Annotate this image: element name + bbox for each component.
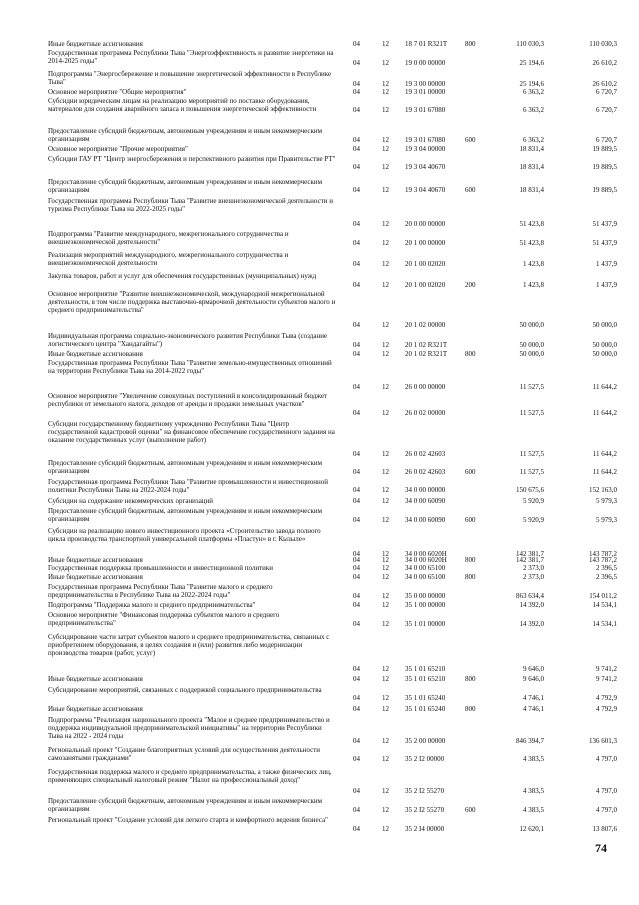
amount-year-2: 136 601,3 <box>589 737 617 745</box>
subsection-code: 12 <box>382 755 389 763</box>
amount-year-2: 152 163,0 <box>589 486 617 494</box>
subsection-code: 12 <box>382 260 389 268</box>
target-article-code: 34 0 00 00000 <box>405 486 446 494</box>
amount-year-2: 50 000,0 <box>592 341 617 349</box>
section-code: 04 <box>353 163 360 171</box>
row-description: Основное мероприятие "Прочие мероприятия" <box>48 145 188 153</box>
target-article-code: 19 3 04 40670 <box>405 186 446 194</box>
row-description: Субсидирование мероприятий, связанных с поддержкой социального предпринимательства <box>48 686 322 694</box>
amount-year-1: 6 363,2 <box>523 88 544 96</box>
target-article-code: 35 1 01 65240 <box>405 694 446 702</box>
subsection-code: 12 <box>382 620 389 628</box>
amount-year-1: 4 383,5 <box>523 755 544 763</box>
expense-type-code: 800 <box>465 40 476 48</box>
row-description: Подпрограмма "Поддержка малого и среднего предпринимательства" <box>48 601 256 609</box>
amount-year-1: 50 000,0 <box>519 350 544 358</box>
amount-year-2: 19 889,5 <box>592 145 617 153</box>
subsection-code: 12 <box>382 825 389 833</box>
subsection-code: 12 <box>382 675 389 683</box>
subsection-code: 12 <box>382 486 389 494</box>
amount-year-1: 18 831,4 <box>519 163 544 171</box>
amount-year-1: 18 831,4 <box>519 145 544 153</box>
row-description: Основное мероприятие "Увеличение совокупных поступлений в консолидированный бюджет республики от земельного налога, доходов от аренды и продажи земельных участков" <box>48 392 328 409</box>
target-article-code: 19 3 01 00000 <box>405 88 446 96</box>
amount-year-2: 4 797,0 <box>596 806 617 814</box>
target-article-code: 35 2 I2 55270 <box>405 806 445 814</box>
expense-type-code: 600 <box>465 136 476 144</box>
amount-year-1: 4 383,5 <box>523 787 544 795</box>
row-description: Основное мероприятие "Развитие внешнеэкономической, международной межрегиональной деятельности, в том числе поддержка выставочно-ярмарочной деятельности субъектов малого и среднего предпринимательства" <box>48 290 336 315</box>
row-description: Государственная программа Республики Тыва "Развитие малого и среднего предпринимательства в Республике Тыва на 2022-2024 годы" <box>48 583 273 600</box>
section-code: 04 <box>353 220 360 228</box>
subsection-code: 12 <box>382 737 389 745</box>
amount-year-2: 5 979,3 <box>596 497 617 505</box>
target-article-code: 20 0 00 00000 <box>405 220 446 228</box>
amount-year-2: 143 787,2 <box>589 556 617 564</box>
section-code: 04 <box>353 136 360 144</box>
amount-year-2: 2 396,5 <box>596 573 617 581</box>
section-code: 04 <box>353 350 360 358</box>
amount-year-2: 9 741,2 <box>596 665 617 673</box>
subsection-code: 12 <box>382 450 389 458</box>
amount-year-2: 110 030,3 <box>589 40 617 48</box>
amount-year-2: 2 396,5 <box>596 564 617 572</box>
target-article-code: 34 0 00 60090 <box>405 516 446 524</box>
row-description: Субсидии ГАУ РТ "Центр энергосбережения и перспективного развития при Правительстве РТ" <box>48 155 336 163</box>
subsection-code: 12 <box>382 350 389 358</box>
section-code: 04 <box>353 281 360 289</box>
amount-year-1: 863 634,4 <box>516 592 544 600</box>
section-code: 04 <box>353 550 360 558</box>
amount-year-1: 5 920,9 <box>523 497 544 505</box>
subsection-code: 12 <box>382 145 389 153</box>
subsection-code: 12 <box>382 468 389 476</box>
amount-year-2: 1 437,9 <box>596 281 617 289</box>
amount-year-2: 4 792,9 <box>596 694 617 702</box>
amount-year-1: 50 000,0 <box>519 341 544 349</box>
row-description: Индивидуальная программа социально-экономического развития Республики Тыва (создание логистического центра "Хандагайты") <box>48 332 328 349</box>
amount-year-1: 6 363,2 <box>523 136 544 144</box>
section-code: 04 <box>353 573 360 581</box>
amount-year-2: 13 807,6 <box>592 825 617 833</box>
amount-year-1: 50 000,0 <box>519 321 544 329</box>
amount-year-2: 26 610,2 <box>592 80 617 88</box>
row-description: Государственная программа Республики Тыва "Развитие промышленности и инвестиционной политики Республики Тыва на 2022-2024 годы" <box>48 478 328 495</box>
expense-type-code: 600 <box>465 516 476 524</box>
amount-year-2: 6 720,7 <box>596 106 617 114</box>
target-article-code: 35 1 01 65210 <box>405 675 446 683</box>
expense-type-code: 600 <box>465 468 476 476</box>
amount-year-2: 50 000,0 <box>592 321 617 329</box>
row-description: Региональный проект "Создание условий для легкого старта и комфортного ведения бизнеса" <box>48 816 328 824</box>
amount-year-1: 2 373,0 <box>523 564 544 572</box>
amount-year-2: 50 000,0 <box>592 350 617 358</box>
amount-year-1: 6 363,2 <box>523 106 544 114</box>
target-article-code: 34 0 00 65100 <box>405 564 446 572</box>
target-article-code: 19 0 00 00000 <box>405 59 446 67</box>
section-code: 04 <box>353 239 360 247</box>
target-article-code: 19 3 00 00000 <box>405 80 446 88</box>
amount-year-1: 14 392,0 <box>519 620 544 628</box>
subsection-code: 12 <box>382 497 389 505</box>
subsection-code: 12 <box>382 573 389 581</box>
section-code: 04 <box>353 556 360 564</box>
section-code: 04 <box>353 737 360 745</box>
expense-type-code: 600 <box>465 806 476 814</box>
amount-year-2: 1 437,9 <box>596 260 617 268</box>
target-article-code: 20 1 02 R321T <box>405 350 448 358</box>
section-code: 04 <box>353 145 360 153</box>
subsection-code: 12 <box>382 321 389 329</box>
row-description: Государственная поддержка малого и среднего предпринимательства, а также физических лиц, применяющих специальный налоговый режим "Налог на профессиональный доход" <box>48 768 332 785</box>
amount-year-2: 9 741,2 <box>596 675 617 683</box>
amount-year-1: 25 194,6 <box>519 59 544 67</box>
expense-type-code: 800 <box>465 573 476 581</box>
target-article-code: 20 1 00 00000 <box>405 239 446 247</box>
subsection-code: 12 <box>382 220 389 228</box>
subsection-code: 12 <box>382 383 389 391</box>
row-description: Предоставление субсидий бюджетным, автономным учреждениям и иным некоммерческим организациям <box>48 459 323 476</box>
amount-year-2: 11 644,2 <box>592 383 617 391</box>
section-code: 04 <box>353 88 360 96</box>
subsection-code: 12 <box>382 281 389 289</box>
row-description: Иные бюджетные ассигнования <box>48 675 143 683</box>
section-code: 04 <box>353 665 360 673</box>
expense-type-code: 800 <box>465 705 476 713</box>
row-description: Государственная программа Республики Тыва "Развитие внешнеэкономической деятельности и туризма Республики Тыва на 2022-2025 годы" <box>48 197 334 214</box>
section-code: 04 <box>353 806 360 814</box>
row-description: Государственная программа Республики Тыва "Энергоэффективность и развитие энергетики на 2014-2025 годы" <box>48 49 334 66</box>
amount-year-1: 9 646,0 <box>523 675 544 683</box>
amount-year-1: 150 675,6 <box>516 486 544 494</box>
target-article-code: 18 7 01 R321T <box>405 40 448 48</box>
target-article-code: 26 0 00 00000 <box>405 383 446 391</box>
amount-year-2: 14 534,1 <box>592 601 617 609</box>
target-article-code: 20 1 02 00000 <box>405 321 446 329</box>
amount-year-1: 4 746,1 <box>523 705 544 713</box>
amount-year-1: 846 394,7 <box>516 737 544 745</box>
target-article-code: 34 0 00 60090 <box>405 497 446 505</box>
target-article-code: 26 0 02 00000 <box>405 409 446 417</box>
subsection-code: 12 <box>382 80 389 88</box>
section-code: 04 <box>353 468 360 476</box>
amount-year-1: 12 620,1 <box>519 825 544 833</box>
expense-type-code: 800 <box>465 556 476 564</box>
subsection-code: 12 <box>382 239 389 247</box>
amount-year-2: 5 979,3 <box>596 516 617 524</box>
subsection-code: 12 <box>382 341 389 349</box>
target-article-code: 19 3 04 40670 <box>405 163 446 171</box>
row-description: Закупка товаров, работ и услуг для обеспечения государственных (муниципальных) нужд <box>48 272 317 280</box>
row-description: Иные бюджетные ассигнования <box>48 556 143 564</box>
row-description: Региональный проект "Создание благоприятных условий для осуществления деятельности самозанятыми гражданами" <box>48 746 321 763</box>
expense-type-code: 800 <box>465 350 476 358</box>
target-article-code: 35 1 01 65210 <box>405 665 446 673</box>
target-article-code: 35 2 00 00000 <box>405 737 446 745</box>
target-article-code: 34 0 00 6020H <box>405 556 447 564</box>
subsection-code: 12 <box>382 665 389 673</box>
amount-year-1: 11 527,5 <box>519 383 544 391</box>
target-article-code: 26 0 02 42603 <box>405 450 446 458</box>
subsection-code: 12 <box>382 59 389 67</box>
section-code: 04 <box>353 564 360 572</box>
subsection-code: 12 <box>382 516 389 524</box>
amount-year-1: 142 381,7 <box>516 550 544 558</box>
target-article-code: 35 1 01 65240 <box>405 705 446 713</box>
subsection-code: 12 <box>382 106 389 114</box>
amount-year-2: 6 720,7 <box>596 88 617 96</box>
amount-year-1: 51 423,8 <box>519 239 544 247</box>
section-code: 04 <box>353 450 360 458</box>
target-article-code: 34 0 00 65100 <box>405 573 446 581</box>
subsection-code: 12 <box>382 550 389 558</box>
section-code: 04 <box>353 592 360 600</box>
target-article-code: 35 2 I2 00000 <box>405 755 445 763</box>
expense-type-code: 600 <box>465 186 476 194</box>
subsection-code: 12 <box>382 88 389 96</box>
section-code: 04 <box>353 186 360 194</box>
row-description: Реализация мероприятий международного, межрегионального сотрудничества и внешнеэкономической деятельности <box>48 251 289 268</box>
amount-year-1: 5 920,9 <box>523 516 544 524</box>
subsection-code: 12 <box>382 694 389 702</box>
subsection-code: 12 <box>382 186 389 194</box>
section-code: 04 <box>353 106 360 114</box>
section-code: 04 <box>353 675 360 683</box>
amount-year-1: 14 392,0 <box>519 601 544 609</box>
section-code: 04 <box>353 787 360 795</box>
row-description: Субсидии юридическим лицам на реализацию мероприятий по поставке оборудования, материалов для создания аварийного запаса и повышения энергетической эффективности <box>48 97 317 114</box>
subsection-code: 12 <box>382 592 389 600</box>
target-article-code: 19 3 01 67080 <box>405 106 446 114</box>
amount-year-2: 6 720,7 <box>596 136 617 144</box>
subsection-code: 12 <box>382 705 389 713</box>
row-description: Предоставление субсидий бюджетным, автономным учреждениям и иным некоммерческим организациям <box>48 178 323 195</box>
subsection-code: 12 <box>382 564 389 572</box>
section-code: 04 <box>353 486 360 494</box>
section-code: 04 <box>353 59 360 67</box>
subsection-code: 12 <box>382 806 389 814</box>
amount-year-1: 2 373,0 <box>523 573 544 581</box>
target-article-code: 20 1 00 02020 <box>405 260 446 268</box>
row-description: Предоставление субсидий бюджетным, автономным учреждениям и иным некоммерческим организациям <box>48 797 323 814</box>
target-article-code: 35 1 01 00000 <box>405 620 446 628</box>
amount-year-1: 9 646,0 <box>523 665 544 673</box>
amount-year-1: 25 194,6 <box>519 80 544 88</box>
section-code: 04 <box>353 40 360 48</box>
target-article-code: 19 3 01 67080 <box>405 136 446 144</box>
target-article-code: 20 1 00 02020 <box>405 281 446 289</box>
row-description: Иные бюджетные ассигнования <box>48 573 143 581</box>
section-code: 04 <box>353 694 360 702</box>
amount-year-1: 51 423,8 <box>519 220 544 228</box>
row-description: Основное мероприятие "Общие мероприятия" <box>48 88 187 96</box>
section-code: 04 <box>353 383 360 391</box>
amount-year-2: 51 437,9 <box>592 220 617 228</box>
expense-type-code: 800 <box>465 675 476 683</box>
target-article-code: 35 2 I2 55270 <box>405 787 445 795</box>
row-description: Основное мероприятие "Финансовая поддержка субъектов малого и среднего предпринимательства" <box>48 611 280 628</box>
row-description: Подпрограмма "Энергосбережение и повышение энергетической эффективности в Республике Тыва" <box>48 70 332 87</box>
target-article-code: 26 0 02 42603 <box>405 468 446 476</box>
section-code: 04 <box>353 409 360 417</box>
subsection-code: 12 <box>382 40 389 48</box>
amount-year-1: 4 383,5 <box>523 806 544 814</box>
target-article-code: 35 0 00 00000 <box>405 592 446 600</box>
row-description: Иные бюджетные ассигнования <box>48 705 143 713</box>
row-description: Государственная поддержка промышленности и инвестиционной политики <box>48 564 274 572</box>
row-description: Субсидии на реализацию нового инвестиционного проекта «Строительство завода полного цикла производства транспортной универсальной платформы «Пластун» в г. Кызыле» <box>48 527 321 544</box>
amount-year-2: 4 797,0 <box>596 755 617 763</box>
target-article-code: 34 0 00 6020H <box>405 550 447 558</box>
row-description: Субсидии государственному бюджетному учреждению Республики Тыва "Центр государственной кадастровой оценки" на финансовое обеспечение государственного задания на оказание государственных услуг (выполнение работ) <box>48 420 335 445</box>
section-code: 04 <box>353 755 360 763</box>
section-code: 04 <box>353 516 360 524</box>
amount-year-2: 19 889,5 <box>592 163 617 171</box>
amount-year-2: 26 610,2 <box>592 59 617 67</box>
amount-year-2: 19 889,5 <box>592 186 617 194</box>
amount-year-1: 142 381,7 <box>516 556 544 564</box>
subsection-code: 12 <box>382 556 389 564</box>
subsection-code: 12 <box>382 601 389 609</box>
page-number: 74 <box>595 841 607 855</box>
amount-year-2: 4 797,0 <box>596 787 617 795</box>
amount-year-1: 18 831,4 <box>519 186 544 194</box>
amount-year-2: 11 644,2 <box>592 468 617 476</box>
subsection-code: 12 <box>382 163 389 171</box>
subsection-code: 12 <box>382 136 389 144</box>
amount-year-1: 110 030,3 <box>516 40 544 48</box>
amount-year-2: 11 644,2 <box>592 409 617 417</box>
amount-year-1: 1 423,8 <box>523 260 544 268</box>
expense-type-code: 200 <box>465 281 476 289</box>
amount-year-1: 4 746,1 <box>523 694 544 702</box>
row-description: Субсидирование части затрат субъектов малого и среднего предпринимательства, связанных с приобретением оборудования, в целях создания и (или) развития либо модернизации производства товаров (работ, услуг) <box>48 633 330 658</box>
section-code: 04 <box>353 341 360 349</box>
row-description: Субсидии на содержание некоммерческих организаций <box>48 497 214 505</box>
row-description: Предоставление субсидий бюджетным, автономным учреждениям и иным некоммерческим организациям <box>48 507 323 524</box>
section-code: 04 <box>353 497 360 505</box>
target-article-code: 35 1 00 00000 <box>405 601 446 609</box>
section-code: 04 <box>353 601 360 609</box>
amount-year-1: 11 527,5 <box>519 468 544 476</box>
amount-year-1: 1 423,8 <box>523 281 544 289</box>
section-code: 04 <box>353 825 360 833</box>
target-article-code: 35 2 I4 00000 <box>405 825 445 833</box>
subsection-code: 12 <box>382 787 389 795</box>
row-description: Государственная программа Республики Тыва "Развитие земельно-имущественных отношений на территории Республики Тыва на 2014-2022 годы" <box>48 359 332 376</box>
section-code: 04 <box>353 620 360 628</box>
amount-year-2: 14 534,1 <box>592 620 617 628</box>
amount-year-2: 51 437,9 <box>592 239 617 247</box>
target-article-code: 20 1 02 R321T <box>405 341 448 349</box>
amount-year-2: 143 787,2 <box>589 550 617 558</box>
subsection-code: 12 <box>382 409 389 417</box>
row-description: Подпрограмма "Реализация национального проекта "Малое и среднее предпринимательство и поддержка индивидуальной предпринимательской инициативы" на территории Республики Тыва на 2022 - 2024 годы <box>48 716 330 741</box>
amount-year-1: 11 527,5 <box>519 450 544 458</box>
row-description: Предоставление субсидий бюджетным, автономным учреждениям и иным некоммерческим организациям <box>48 127 323 144</box>
section-code: 04 <box>353 80 360 88</box>
amount-year-2: 11 644,2 <box>592 450 617 458</box>
section-code: 04 <box>353 321 360 329</box>
amount-year-1: 11 527,5 <box>519 409 544 417</box>
section-code: 04 <box>353 705 360 713</box>
section-code: 04 <box>353 260 360 268</box>
row-description: Подпрограмма "Развитие международного, межрегионального сотрудничества и внешнеэкономической деятельности" <box>48 230 289 247</box>
row-description: Иные бюджетные ассигнования <box>48 40 143 48</box>
target-article-code: 19 3 04 00000 <box>405 145 446 153</box>
amount-year-2: 154 011,2 <box>589 592 617 600</box>
row-description: Иные бюджетные ассигнования <box>48 350 143 358</box>
amount-year-2: 4 792,9 <box>596 705 617 713</box>
